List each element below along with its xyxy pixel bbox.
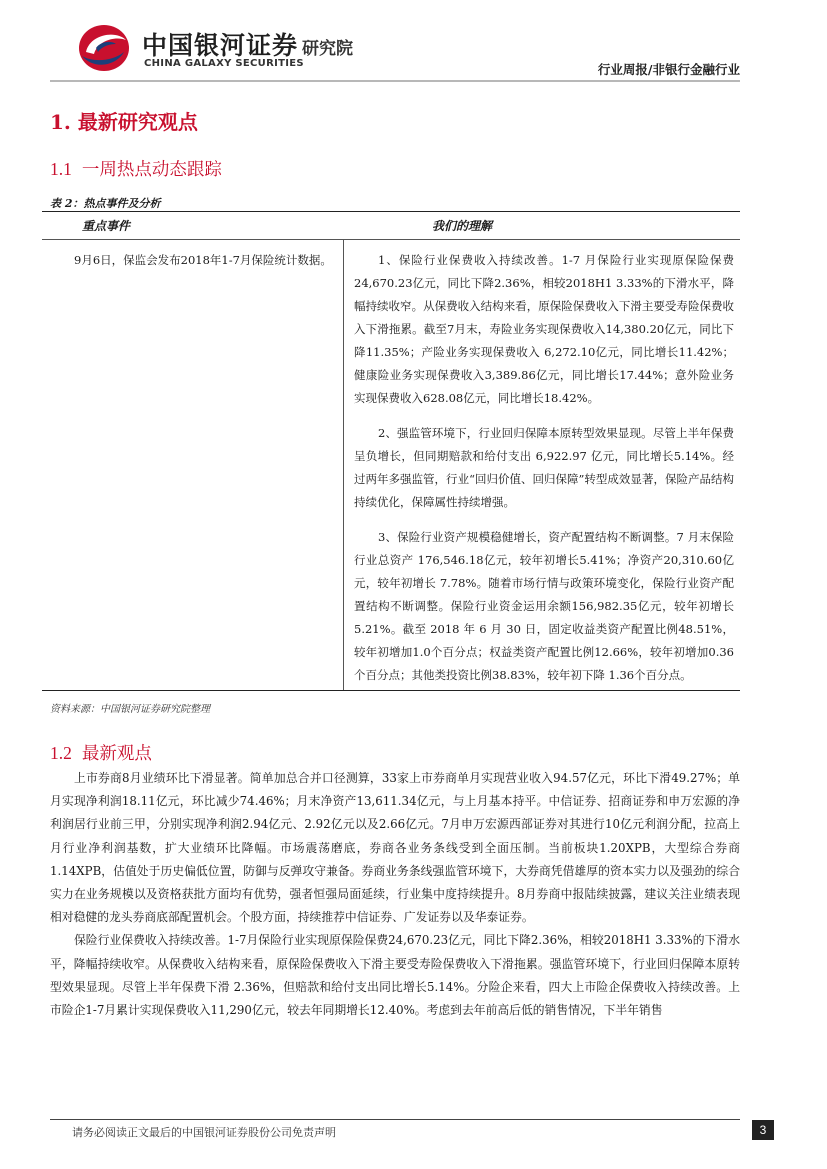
footer-divider [50, 1119, 740, 1120]
page-number: 3 [752, 1120, 774, 1140]
table-cell-event: 9月6日，保监会发布2018年1-7月保险统计数据。 [74, 253, 332, 267]
header-divider [50, 80, 740, 82]
footer-disclaimer: 请务必阅读正文最后的中国银河证券股份公司免责声明 [72, 1126, 336, 1139]
analysis-point-1: 1、保险行业保费收入持续改善。1-7 月保险行业实现原保险保费24,670.23亿元，同比下降2.36%，相较2018H1 3.33%的下滑水平，降幅持续收窄。从保费收入结构来看，原保险保费收入下滑主要受寿险保费收入下滑拖累。截至7月末，寿险业务实现保费收入14,380.20亿元，同比下降11.35%；产险业务实现保费收入 6,272.10亿元，同比增长11.42%；健康险业务实现保费收入3,389.86亿元，同比增长17.44%；意外险业务实现保费收入628.08亿元，同比增长18.42%。 [354, 253, 734, 405]
analysis-point-2: 2、强监管环境下，行业回归保障本原转型效果显现。尽管上半年保费呈负增长，但同期赔款和给付支出 6,922.97 亿元，同比增长5.14%。经过两年多强监管，行业“回归价值、回归保障”转型成效显著，保险产品结构持续优化，保障属性持续增强。 [354, 426, 734, 509]
analysis-point-3: 3、保险行业资产规模稳健增长，资产配置结构不断调整。7 月末保险行业总资产 176,546.18亿元，较年初增长5.41%；净资产20,310.60亿元，较年初增长 7.78%。随着市场行情与政策环境变化，保险行业资产配置结构不断调整。保险行业资金运用余额156,982.35亿元，较年初增长5.21%。截至 2018 年 6 月 30 日，固定收益类资产配置比例48.51%，较年初增加1.0个百分点；权益类资产配置比例12.66%，较年初增加0.36个百分点；其他类投资比例38.83%，较年初下降 1.36个百分点。 [354, 530, 734, 682]
table-cell-analysis [354, 249, 734, 699]
table-caption: 表 2：热点事件及分析 [50, 197, 161, 210]
galaxy-logo-icon [76, 22, 132, 74]
section-title: 1. 最新研究观点 [50, 110, 198, 134]
table-bottom-rule [42, 690, 740, 691]
table-header-rule [42, 239, 740, 240]
brand-name-cn: 中国银河证券 [142, 31, 299, 60]
table-source: 资料来源：中国银河证券研究院整理 [50, 704, 210, 715]
report-type: 行业周报/非银行金融行业 [597, 62, 740, 77]
table-column-divider [343, 239, 344, 691]
brand-name-en: CHINA GALAXY SECURITIES [144, 58, 304, 69]
page-header [50, 14, 740, 80]
institute-label: 研究院 [302, 39, 353, 59]
table-top-rule [42, 211, 740, 212]
subsection-label: 一周热点动态跟踪 [81, 160, 222, 180]
table-header-event: 重点事件 [82, 219, 131, 233]
hot-events-table [42, 211, 740, 691]
latest-views-body [50, 767, 740, 1022]
body-paragraph-brokers: 上市券商8月业绩环比下滑显著。简单加总合并口径测算，33家上市券商单月实现营业收入94.57亿元，环比下滑49.27%；单月实现净利润18.11亿元，环比减少74.46%；月末净资产13,611.34亿元，与上月基本持平。中信证券、招商证券和申万宏源的净利润居行业前三甲，分别实现净利润2.94亿元、2.92亿元以及2.66亿元。7月申万宏源西部证券对其进行10亿元利润分配，拉高上月行业净利润基数，扩大业绩环比降幅。市场震荡磨底，券商各业务条线受到全面压制。当前板块1.20XPB，大型综合券商1.14XPB，估值处于历史偏低位置，防御与反弹攻守兼备。券商业务条线强监管环境下，大券商凭借雄厚的资本实力以及强劲的综合实力在业务规模以及资格获批方面均有优势，强者恒强局面延续，行业集中度持续提升。8月券商中报陆续披露，建议关注业绩表现相对稳健的龙头券商底部配置机会。个股方面，持续推荐中信证券、广发证券以及华泰证券。 [50, 771, 740, 925]
subsection-title-1-2 [50, 740, 152, 765]
subsection-label: 最新观点 [81, 744, 152, 764]
body-paragraph-insurance: 保险行业保费收入持续改善。1-7月保险行业实现原保险保费24,670.23亿元，同比下降2.36%，相较2018H1 3.33%的下滑水平，降幅持续收窄。从保费收入结构来看，原保险保费收入下滑主要受寿险保费收入下滑拖累。强监管环境下，行业回归保障本原转型效果显现。尽管上半年保费下滑 2.36%，但赔款和给付支出同比增长5.14%。分险企来看，四大上市险企保费收入持续改善。上市险企1-7月累计实现保费收入11,290亿元，较去年同期增长12.40%。考虑到去年前高后低的销售情况，下半年销售 [50, 933, 740, 1018]
subsection-number: 1.1 [50, 159, 72, 179]
table-header-analysis: 我们的理解 [432, 219, 493, 233]
subsection-title-1-1 [50, 156, 222, 181]
subsection-number: 1.2 [50, 743, 72, 763]
